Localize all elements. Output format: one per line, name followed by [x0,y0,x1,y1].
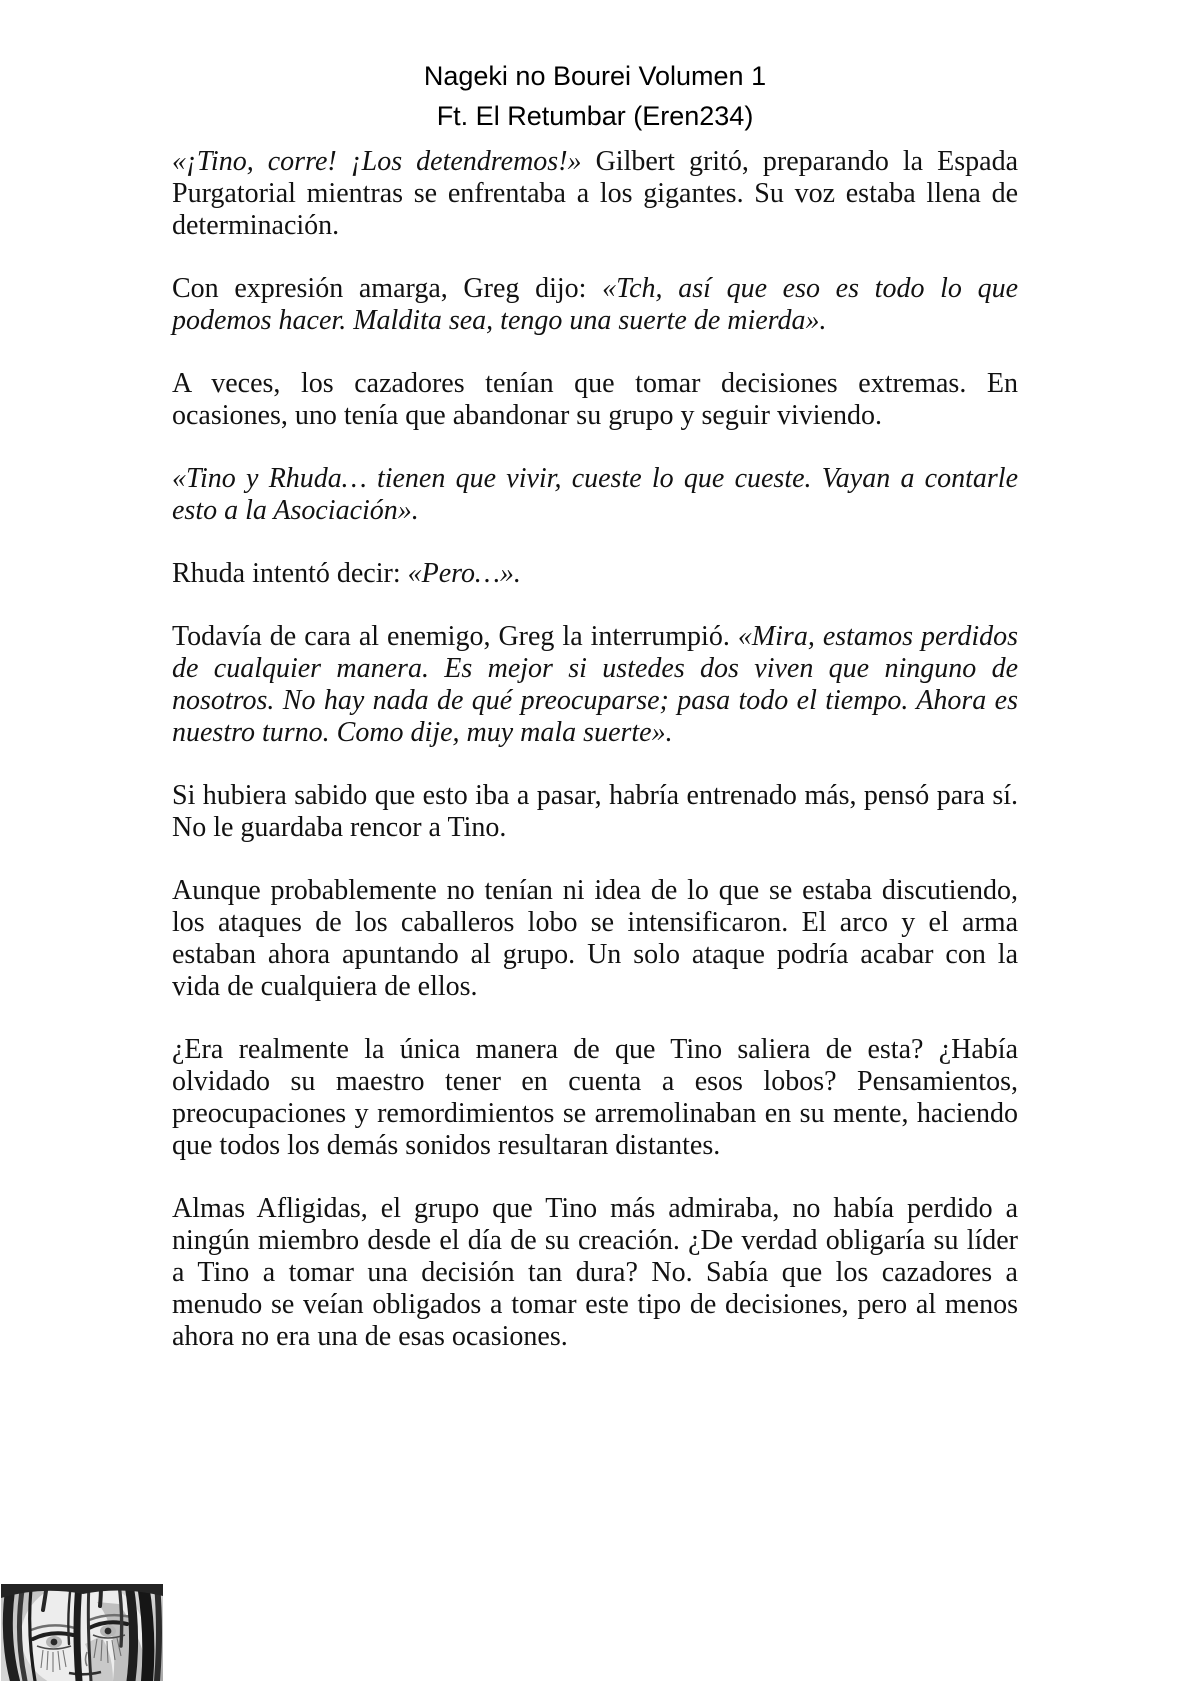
narration-text: Aunque probablemente no tenían ni idea de lo que se estaba discutiendo, los ataques de los caballeros lobo se intensificaron. El arco y el arma estaban ahora apuntando al grupo. Un solo ataque podría acabar con la vida de cualquiera de ellos. [172,875,1018,1002]
narration-text: Con expresión amarga, Greg dijo: [172,273,603,304]
paragraph [172,146,1018,242]
narration-text: A veces, los cazadores tenían que tomar decisiones extremas. En ocasiones, uno tenía que abandonar su grupo y seguir viviendo. [172,368,1018,431]
paragraph [172,1193,1018,1353]
paragraph [172,273,1018,337]
paragraph [172,368,1018,432]
narration-text: Almas Afligidas, el grupo que Tino más admiraba, no había perdido a ningún miembro desde el día de su creación. ¿De verdad obligaría su líder a Tino a tomar una decisión tan dura? No. Sabía que los cazadores a menudo se veían obligados a tomar este tipo de decisiones, pero al menos ahora no era una de esas ocasiones. [172,1193,1018,1352]
dialogue-text: «Mira, estamos perdidos de cualquier manera. Es mejor si ustedes dos viven que ninguno de nosotros. No hay nada de qué preocuparse; pasa todo el tiempo. Ahora es nuestro turno. Como dije, muy mala suerte». [172,621,1018,748]
manga-face-illustration [1,1584,163,1681]
paragraph [172,875,1018,1003]
dialogue-text: «Tino y Rhuda… tienen que vivir, cueste lo que cueste. Vayan a contarle esto a la Asociación». [172,463,1018,526]
narration-text: Si hubiera sabido que esto iba a pasar, habría entrenado más, pensó para sí. No le guardaba rencor a Tino. [172,780,1018,843]
paragraph [172,463,1018,527]
dialogue-text: «¡Tino, corre! ¡Los detendremos!» [172,146,582,177]
narration-text: Rhuda intentó decir: [172,558,408,589]
manga-face-image [1,1584,163,1681]
paragraph [172,1034,1018,1162]
paragraph [172,621,1018,749]
page-title: Nageki no Bourei Volumen 1 [423,61,767,91]
dialogue-text: «Tch, así que eso es todo lo que podemos hacer. Maldita sea, tengo una suerte de mierda». [172,273,1018,336]
narration-text: Gilbert gritó, preparando la Espada Purgatorial mientras se enfrentaba a los gigantes. Su voz estaba llena de determinación. [172,146,1018,241]
page-header [0,0,1190,136]
body-text [172,146,1018,1353]
narration-text: ¿Era realmente la única manera de que Tino saliera de esta? ¿Había olvidado su maestro tener en cuenta a esos lobos? Pensamientos, preocupaciones y remordimientos se arremolinaban en su mente, haciendo que todos los demás sonidos resultaran distantes. [172,1034,1018,1161]
paragraph [172,558,1018,590]
page-subtitle: Ft. El Retumbar (Eren234) [436,101,754,131]
dialogue-text: «Pero…». [407,558,521,589]
paragraph [172,780,1018,844]
narration-text: Todavía de cara al enemigo, Greg la interrumpió. [172,621,738,652]
